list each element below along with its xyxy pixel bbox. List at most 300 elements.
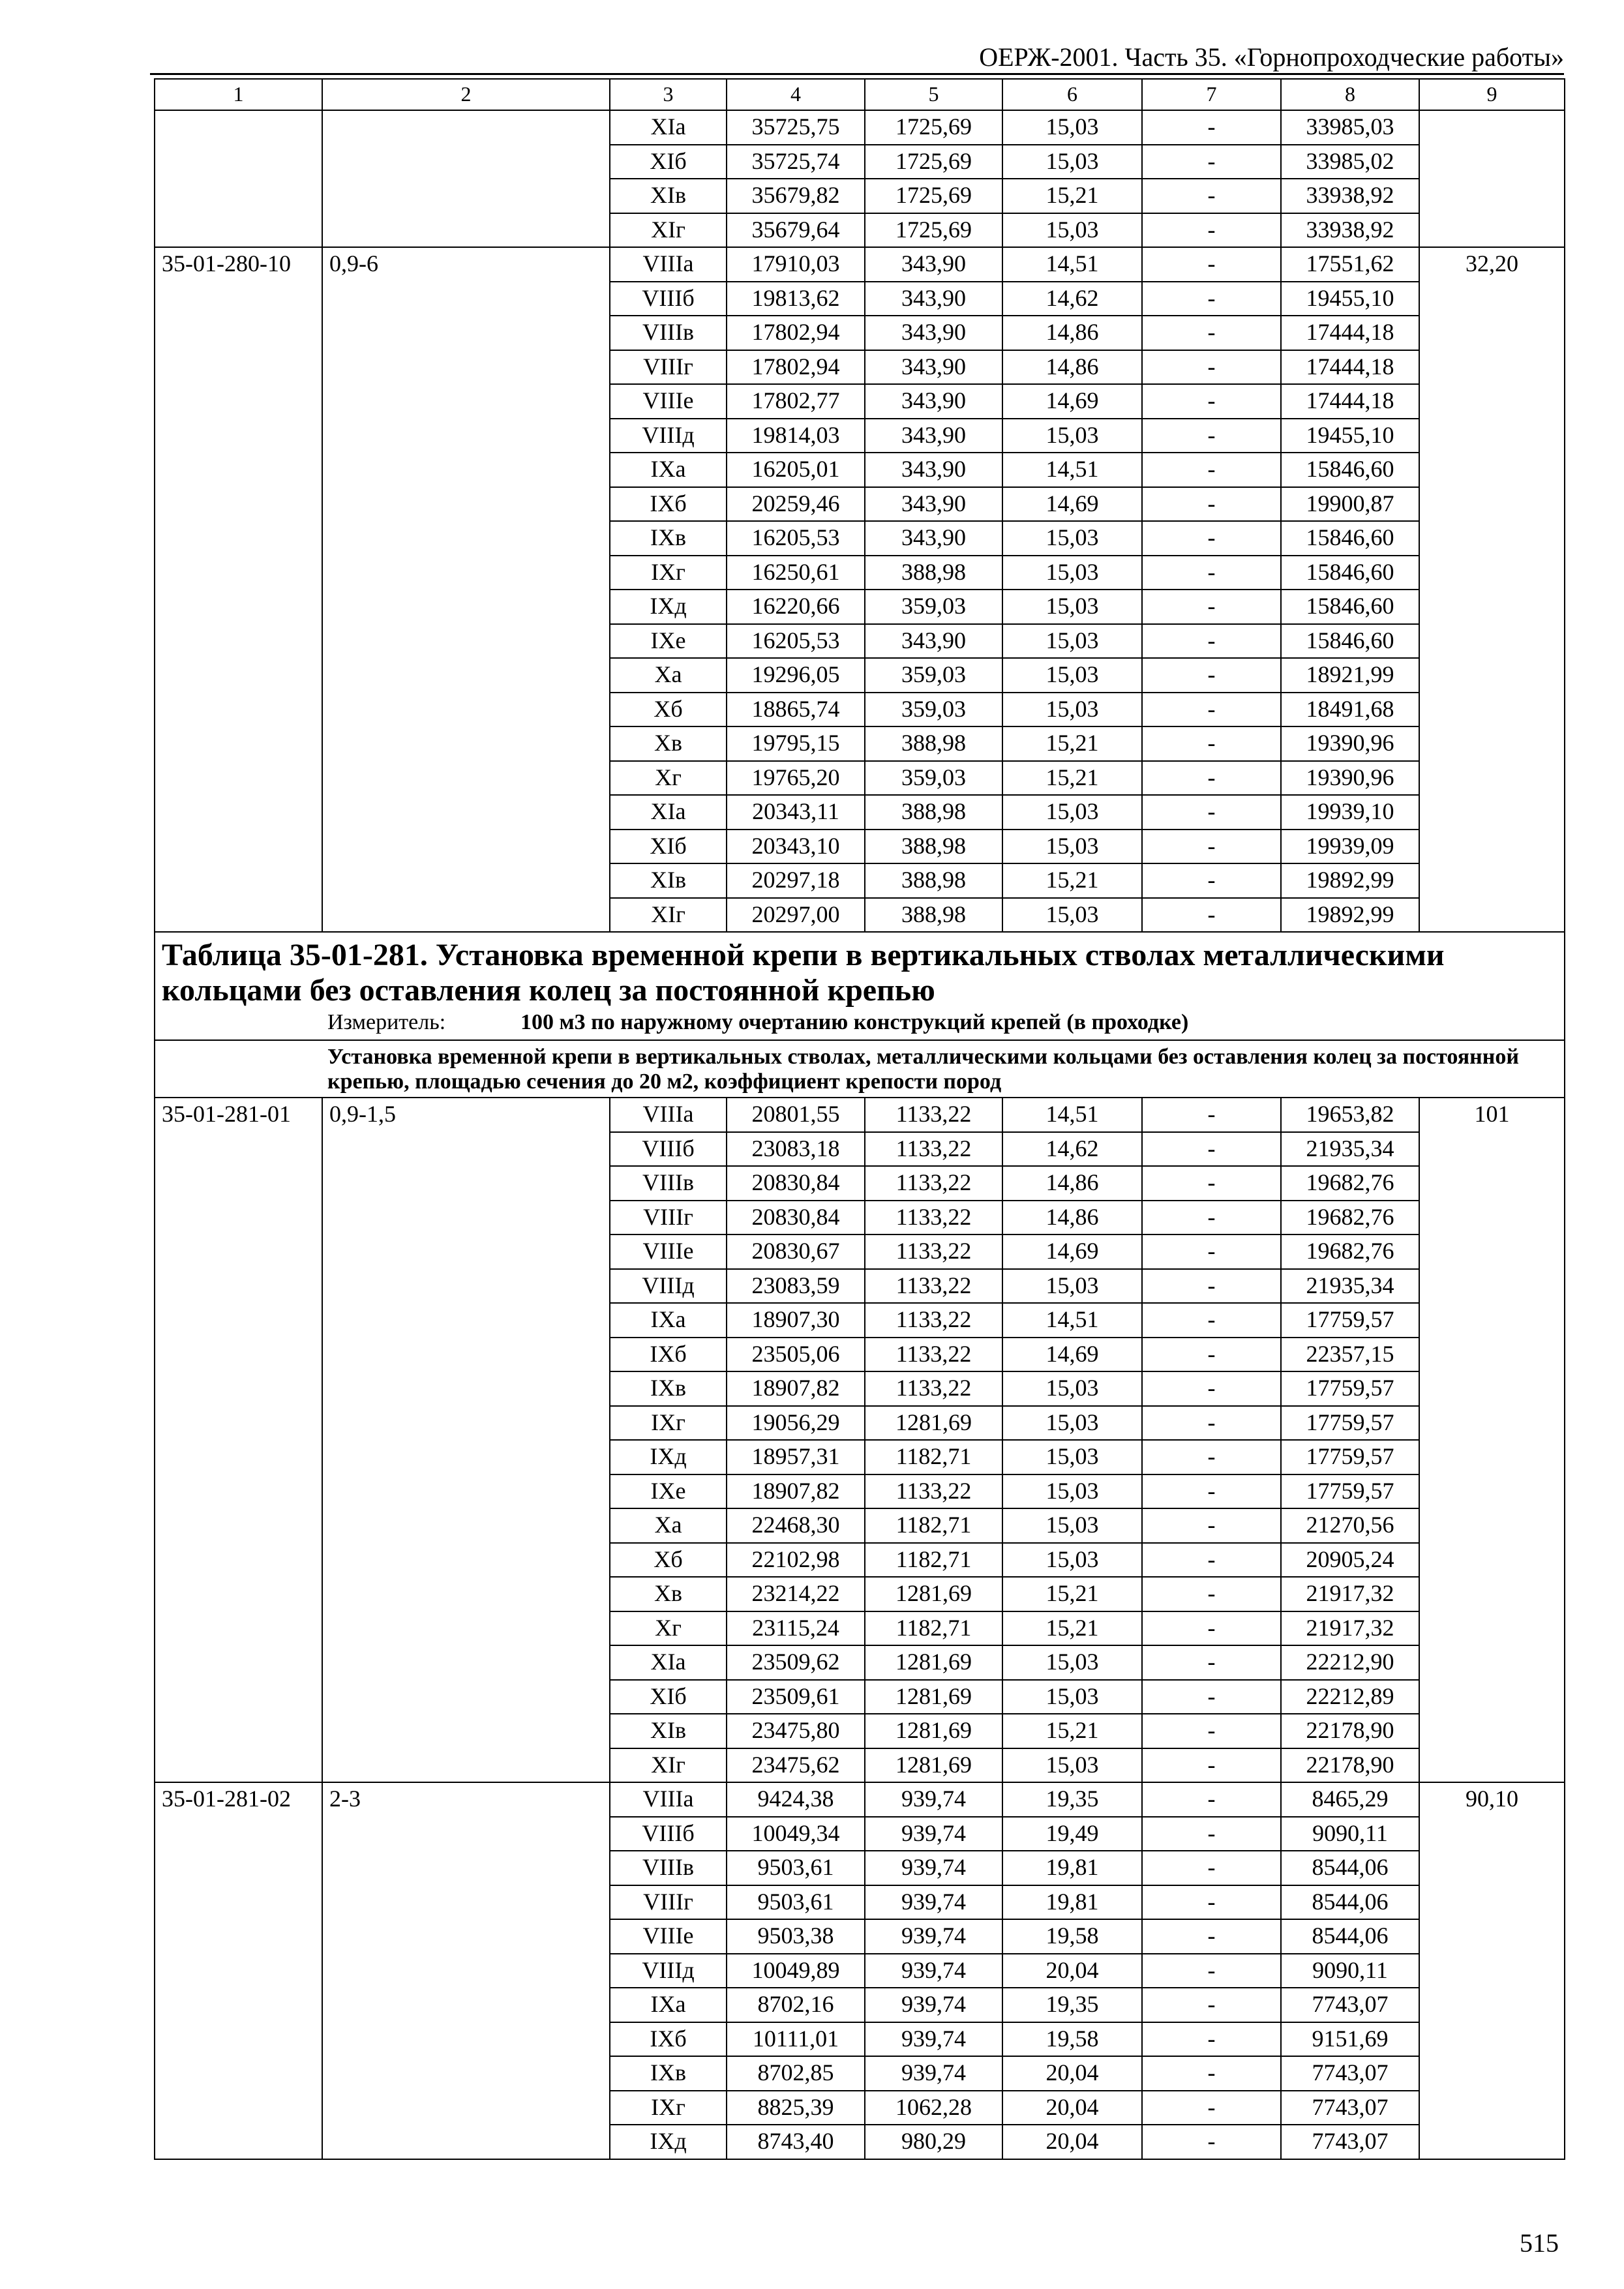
materials-cell: 19390,96 <box>1281 726 1419 761</box>
materials-cell: 17759,57 <box>1281 1371 1419 1406</box>
labor-cost-cell: 101 <box>1419 1098 1565 1782</box>
category-cell: VIIIв <box>610 316 727 350</box>
machine-cell: 14,51 <box>1002 1098 1142 1132</box>
wage-cell: 1725,69 <box>865 110 1002 145</box>
machine-cell: 19,81 <box>1002 1851 1142 1885</box>
category-cell: VIIIa <box>610 1782 727 1817</box>
rate-code-cell <box>155 110 322 247</box>
category-cell: IXд <box>610 1440 727 1474</box>
machine-cell: 15,03 <box>1002 1406 1142 1441</box>
direct-cost-cell: 19813,62 <box>727 282 865 316</box>
category-cell: IXв <box>610 2056 727 2091</box>
category-cell: VIIIa <box>610 247 727 282</box>
materials-cell: 18491,68 <box>1281 693 1419 727</box>
wage-cell: 939,74 <box>865 1988 1002 2022</box>
machine-cell: 15,03 <box>1002 213 1142 248</box>
driver-wage-cell: - <box>1142 145 1281 179</box>
machine-cell: 15,21 <box>1002 1714 1142 1748</box>
wage-cell: 1133,22 <box>865 1269 1002 1304</box>
direct-cost-cell: 8702,16 <box>727 1988 865 2022</box>
wage-cell: 359,03 <box>865 693 1002 727</box>
machine-cell: 15,03 <box>1002 556 1142 590</box>
category-cell: IXa <box>610 1303 727 1338</box>
direct-cost-cell: 19795,15 <box>727 726 865 761</box>
wage-cell: 939,74 <box>865 1919 1002 1954</box>
labor-cost-cell <box>1419 110 1565 247</box>
rate-code-cell: 35-01-280-10 <box>155 247 322 932</box>
driver-wage-cell: - <box>1142 2056 1281 2091</box>
direct-cost-cell: 20297,00 <box>727 898 865 933</box>
driver-wage-cell: - <box>1142 1406 1281 1441</box>
machine-cell: 14,51 <box>1002 453 1142 487</box>
category-cell: XIб <box>610 1680 727 1714</box>
driver-wage-cell: - <box>1142 830 1281 864</box>
category-cell: IXг <box>610 556 727 590</box>
direct-cost-cell: 8743,40 <box>727 2125 865 2159</box>
driver-wage-cell: - <box>1142 384 1281 419</box>
driver-wage-cell: - <box>1142 1234 1281 1269</box>
wage-cell: 1133,22 <box>865 1201 1002 1235</box>
materials-cell: 21917,32 <box>1281 1577 1419 1611</box>
category-cell: VIIIб <box>610 1132 727 1167</box>
machine-cell: 15,21 <box>1002 863 1142 898</box>
driver-wage-cell: - <box>1142 761 1281 796</box>
direct-cost-cell: 17910,03 <box>727 247 865 282</box>
table-row <box>155 1782 1565 1817</box>
machine-cell: 19,58 <box>1002 2022 1142 2057</box>
machine-cell: 14,69 <box>1002 1234 1142 1269</box>
column-number: 2 <box>322 79 610 110</box>
wage-cell: 343,90 <box>865 247 1002 282</box>
column-number: 7 <box>1142 79 1281 110</box>
wage-cell: 343,90 <box>865 453 1002 487</box>
driver-wage-cell: - <box>1142 556 1281 590</box>
driver-wage-cell: - <box>1142 1954 1281 1988</box>
wage-cell: 1281,69 <box>865 1680 1002 1714</box>
direct-cost-cell: 17802,77 <box>727 384 865 419</box>
driver-wage-cell: - <box>1142 1440 1281 1474</box>
column-number: 3 <box>610 79 727 110</box>
wage-cell: 388,98 <box>865 726 1002 761</box>
materials-cell: 21935,34 <box>1281 1132 1419 1167</box>
wage-cell: 1182,71 <box>865 1611 1002 1646</box>
wage-cell: 359,03 <box>865 590 1002 624</box>
table-title: Таблица 35-01-281. Установка временной крепи в вертикальных стволах металлическими кольцами без оставления колец за постоянной крепью <box>162 938 1445 1008</box>
category-cell: VIIIг <box>610 1201 727 1235</box>
driver-wage-cell: - <box>1142 624 1281 659</box>
wage-cell: 1133,22 <box>865 1338 1002 1372</box>
machine-cell: 15,03 <box>1002 521 1142 556</box>
machine-cell: 19,35 <box>1002 1782 1142 1817</box>
materials-cell: 21935,34 <box>1281 1269 1419 1304</box>
machine-cell: 14,86 <box>1002 316 1142 350</box>
direct-cost-cell: 16205,01 <box>727 453 865 487</box>
direct-cost-cell: 23505,06 <box>727 1338 865 1372</box>
materials-cell: 7743,07 <box>1281 1988 1419 2022</box>
wage-cell: 1725,69 <box>865 179 1002 213</box>
machine-cell: 15,21 <box>1002 726 1142 761</box>
machine-cell: 15,03 <box>1002 1748 1142 1783</box>
wage-cell: 1281,69 <box>865 1577 1002 1611</box>
materials-cell: 18921,99 <box>1281 658 1419 693</box>
machine-cell: 15,03 <box>1002 795 1142 830</box>
direct-cost-cell: 19765,20 <box>727 761 865 796</box>
machine-cell: 15,03 <box>1002 693 1142 727</box>
materials-cell: 8544,06 <box>1281 1851 1419 1885</box>
category-cell: Xв <box>610 726 727 761</box>
wage-cell: 1133,22 <box>865 1371 1002 1406</box>
direct-cost-cell: 9503,61 <box>727 1885 865 1920</box>
materials-cell: 17551,62 <box>1281 247 1419 282</box>
wage-cell: 1133,22 <box>865 1234 1002 1269</box>
materials-cell: 19682,76 <box>1281 1234 1419 1269</box>
driver-wage-cell: - <box>1142 1166 1281 1201</box>
category-cell: VIIIд <box>610 419 727 453</box>
wage-cell: 1133,22 <box>865 1132 1002 1167</box>
section-cell: 2-3 <box>322 1782 610 2159</box>
driver-wage-cell: - <box>1142 1817 1281 1851</box>
category-cell: XIб <box>610 830 727 864</box>
machine-cell: 15,03 <box>1002 419 1142 453</box>
materials-cell: 17444,18 <box>1281 384 1419 419</box>
table-body-bottom <box>155 1098 1565 2159</box>
wage-cell: 388,98 <box>865 830 1002 864</box>
labor-cost-cell: 90,10 <box>1419 1782 1565 2159</box>
category-cell: IXе <box>610 1474 727 1509</box>
direct-cost-cell: 20830,84 <box>727 1201 865 1235</box>
driver-wage-cell: - <box>1142 1543 1281 1578</box>
category-cell: IXб <box>610 1338 727 1372</box>
direct-cost-cell: 19814,03 <box>727 419 865 453</box>
direct-cost-cell: 20830,67 <box>727 1234 865 1269</box>
materials-cell: 17759,57 <box>1281 1303 1419 1338</box>
category-cell: XIв <box>610 863 727 898</box>
driver-wage-cell: - <box>1142 1919 1281 1954</box>
driver-wage-cell: - <box>1142 693 1281 727</box>
direct-cost-cell: 23083,18 <box>727 1132 865 1167</box>
category-cell: XIв <box>610 1714 727 1748</box>
direct-cost-cell: 20830,84 <box>727 1166 865 1201</box>
materials-cell: 33938,92 <box>1281 213 1419 248</box>
direct-cost-cell: 23214,22 <box>727 1577 865 1611</box>
machine-cell: 15,21 <box>1002 761 1142 796</box>
wage-cell: 343,90 <box>865 624 1002 659</box>
driver-wage-cell: - <box>1142 1201 1281 1235</box>
materials-cell: 17759,57 <box>1281 1440 1419 1474</box>
machine-cell: 14,62 <box>1002 1132 1142 1167</box>
category-cell: VIIIб <box>610 1817 727 1851</box>
category-cell: XIг <box>610 898 727 933</box>
materials-cell: 19682,76 <box>1281 1166 1419 1201</box>
page-number: 515 <box>1520 2228 1559 2258</box>
wage-cell: 343,90 <box>865 419 1002 453</box>
wage-cell: 388,98 <box>865 863 1002 898</box>
direct-cost-cell: 16250,61 <box>727 556 865 590</box>
driver-wage-cell: - <box>1142 1885 1281 1920</box>
category-cell: Xг <box>610 1611 727 1646</box>
direct-cost-cell: 17802,94 <box>727 350 865 385</box>
direct-cost-cell: 23475,80 <box>727 1714 865 1748</box>
category-cell: XIв <box>610 179 727 213</box>
driver-wage-cell: - <box>1142 179 1281 213</box>
driver-wage-cell: - <box>1142 590 1281 624</box>
materials-cell: 17444,18 <box>1281 350 1419 385</box>
category-cell: VIIIб <box>610 282 727 316</box>
materials-cell: 19455,10 <box>1281 419 1419 453</box>
direct-cost-cell: 17802,94 <box>727 316 865 350</box>
materials-cell: 8544,06 <box>1281 1885 1419 1920</box>
column-number: 1 <box>155 79 322 110</box>
wage-cell: 343,90 <box>865 487 1002 522</box>
category-cell: VIIIе <box>610 1919 727 1954</box>
category-cell: Xб <box>610 693 727 727</box>
table-title-cell <box>155 932 1565 1040</box>
category-cell: IXa <box>610 1988 727 2022</box>
rates-table <box>154 78 1565 2160</box>
wage-cell: 388,98 <box>865 795 1002 830</box>
machine-cell: 15,03 <box>1002 830 1142 864</box>
machine-cell: 15,03 <box>1002 658 1142 693</box>
direct-cost-cell: 16220,66 <box>727 590 865 624</box>
machine-cell: 15,03 <box>1002 898 1142 933</box>
driver-wage-cell: - <box>1142 1680 1281 1714</box>
category-cell: IXб <box>610 487 727 522</box>
direct-cost-cell: 35725,74 <box>727 145 865 179</box>
column-number-row <box>155 79 1565 110</box>
machine-cell: 15,03 <box>1002 110 1142 145</box>
direct-cost-cell: 9503,61 <box>727 1851 865 1885</box>
materials-cell: 22357,15 <box>1281 1338 1419 1372</box>
category-cell: IXг <box>610 2091 727 2125</box>
direct-cost-cell: 9503,38 <box>727 1919 865 1954</box>
category-cell: Xa <box>610 1508 727 1543</box>
driver-wage-cell: - <box>1142 1098 1281 1132</box>
category-cell: IXб <box>610 2022 727 2057</box>
materials-cell: 19682,76 <box>1281 1201 1419 1235</box>
direct-cost-cell: 18957,31 <box>727 1440 865 1474</box>
driver-wage-cell: - <box>1142 2125 1281 2159</box>
machine-cell: 15,21 <box>1002 179 1142 213</box>
machine-cell: 20,04 <box>1002 2056 1142 2091</box>
column-number: 8 <box>1281 79 1419 110</box>
driver-wage-cell: - <box>1142 1338 1281 1372</box>
direct-cost-cell: 8702,85 <box>727 2056 865 2091</box>
driver-wage-cell: - <box>1142 1508 1281 1543</box>
category-cell: Xб <box>610 1543 727 1578</box>
machine-cell: 14,69 <box>1002 1338 1142 1372</box>
materials-cell: 9151,69 <box>1281 2022 1419 2057</box>
materials-cell: 9090,11 <box>1281 1817 1419 1851</box>
direct-cost-cell: 18907,82 <box>727 1474 865 1509</box>
materials-cell: 15846,60 <box>1281 624 1419 659</box>
driver-wage-cell: - <box>1142 1269 1281 1304</box>
driver-wage-cell: - <box>1142 1474 1281 1509</box>
wage-cell: 388,98 <box>865 898 1002 933</box>
driver-wage-cell: - <box>1142 247 1281 282</box>
machine-cell: 15,21 <box>1002 1611 1142 1646</box>
machine-cell: 15,03 <box>1002 1371 1142 1406</box>
driver-wage-cell: - <box>1142 453 1281 487</box>
machine-cell: 19,58 <box>1002 1919 1142 1954</box>
wage-cell: 388,98 <box>865 556 1002 590</box>
machine-cell: 15,03 <box>1002 145 1142 179</box>
wage-cell: 1182,71 <box>865 1440 1002 1474</box>
materials-cell: 33985,02 <box>1281 145 1419 179</box>
column-number: 4 <box>727 79 865 110</box>
machine-cell: 15,03 <box>1002 590 1142 624</box>
direct-cost-cell: 10049,89 <box>727 1954 865 1988</box>
wage-cell: 1281,69 <box>865 1714 1002 1748</box>
driver-wage-cell: - <box>1142 726 1281 761</box>
direct-cost-cell: 16205,53 <box>727 521 865 556</box>
direct-cost-cell: 23509,61 <box>727 1680 865 1714</box>
wage-cell: 359,03 <box>865 761 1002 796</box>
wage-cell: 343,90 <box>865 350 1002 385</box>
category-cell: IXд <box>610 590 727 624</box>
machine-cell: 15,03 <box>1002 1680 1142 1714</box>
materials-cell: 8465,29 <box>1281 1782 1419 1817</box>
table-281-heading <box>155 932 1565 1098</box>
materials-cell: 21270,56 <box>1281 1508 1419 1543</box>
driver-wage-cell: - <box>1142 1132 1281 1167</box>
header-rule <box>150 73 1564 75</box>
materials-cell: 8544,06 <box>1281 1919 1419 1954</box>
category-cell: VIIIв <box>610 1851 727 1885</box>
direct-cost-cell: 18907,82 <box>727 1371 865 1406</box>
materials-cell: 17759,57 <box>1281 1474 1419 1509</box>
driver-wage-cell: - <box>1142 863 1281 898</box>
wage-cell: 1281,69 <box>865 1645 1002 1680</box>
category-cell: VIIIд <box>610 1954 727 1988</box>
driver-wage-cell: - <box>1142 1782 1281 1817</box>
wage-cell: 939,74 <box>865 1817 1002 1851</box>
direct-cost-cell: 35679,64 <box>727 213 865 248</box>
direct-cost-cell: 20801,55 <box>727 1098 865 1132</box>
section-cell <box>322 110 610 247</box>
category-cell: XIa <box>610 110 727 145</box>
wage-cell: 1182,71 <box>865 1543 1002 1578</box>
wage-cell: 939,74 <box>865 2056 1002 2091</box>
machine-cell: 14,86 <box>1002 1201 1142 1235</box>
category-cell: VIIIг <box>610 1885 727 1920</box>
machine-cell: 14,86 <box>1002 1166 1142 1201</box>
materials-cell: 33938,92 <box>1281 179 1419 213</box>
materials-cell: 19390,96 <box>1281 761 1419 796</box>
table-row <box>155 1098 1565 1132</box>
wage-cell: 939,74 <box>865 2022 1002 2057</box>
machine-cell: 15,03 <box>1002 624 1142 659</box>
driver-wage-cell: - <box>1142 1714 1281 1748</box>
direct-cost-cell: 23083,59 <box>727 1269 865 1304</box>
materials-cell: 21917,32 <box>1281 1611 1419 1646</box>
wage-cell: 1133,22 <box>865 1098 1002 1132</box>
materials-cell: 20905,24 <box>1281 1543 1419 1578</box>
materials-cell: 19455,10 <box>1281 282 1419 316</box>
wage-cell: 1133,22 <box>865 1303 1002 1338</box>
table-description: Установка временной крепи в вертикальных стволах, металлическими кольцами без оставления колец за постоянной крепью, площадью сечения до 20 м2, коэффициент крепости пород <box>155 1040 1565 1098</box>
driver-wage-cell: - <box>1142 316 1281 350</box>
category-cell: VIIIе <box>610 1234 727 1269</box>
column-number: 5 <box>865 79 1002 110</box>
driver-wage-cell: - <box>1142 1988 1281 2022</box>
direct-cost-cell: 22468,30 <box>727 1508 865 1543</box>
materials-cell: 15846,60 <box>1281 590 1419 624</box>
driver-wage-cell: - <box>1142 213 1281 248</box>
machine-cell: 15,03 <box>1002 1543 1142 1578</box>
driver-wage-cell: - <box>1142 521 1281 556</box>
table-row <box>155 110 1565 145</box>
wage-cell: 939,74 <box>865 1851 1002 1885</box>
category-cell: XIб <box>610 145 727 179</box>
category-cell: VIIIa <box>610 1098 727 1132</box>
rate-code-cell: 35-01-281-01 <box>155 1098 322 1782</box>
driver-wage-cell: - <box>1142 350 1281 385</box>
wage-cell: 1725,69 <box>865 145 1002 179</box>
driver-wage-cell: - <box>1142 1851 1281 1885</box>
direct-cost-cell: 18865,74 <box>727 693 865 727</box>
wage-cell: 343,90 <box>865 384 1002 419</box>
machine-cell: 15,03 <box>1002 1269 1142 1304</box>
materials-cell: 19892,99 <box>1281 863 1419 898</box>
materials-cell: 7743,07 <box>1281 2125 1419 2159</box>
driver-wage-cell: - <box>1142 898 1281 933</box>
machine-cell: 15,03 <box>1002 1474 1142 1509</box>
category-cell: VIIIе <box>610 384 727 419</box>
machine-cell: 14,62 <box>1002 282 1142 316</box>
direct-cost-cell: 20259,46 <box>727 487 865 522</box>
direct-cost-cell: 16205,53 <box>727 624 865 659</box>
section-cell: 0,9-1,5 <box>322 1098 610 1782</box>
direct-cost-cell: 23115,24 <box>727 1611 865 1646</box>
driver-wage-cell: - <box>1142 1577 1281 1611</box>
category-cell: IXд <box>610 2125 727 2159</box>
table-body-top <box>155 79 1565 932</box>
direct-cost-cell: 8825,39 <box>727 2091 865 2125</box>
machine-cell: 14,51 <box>1002 247 1142 282</box>
column-number: 9 <box>1419 79 1565 110</box>
materials-cell: 7743,07 <box>1281 2056 1419 2091</box>
materials-cell: 19939,09 <box>1281 830 1419 864</box>
machine-cell: 20,04 <box>1002 2125 1142 2159</box>
wage-cell: 1133,22 <box>865 1166 1002 1201</box>
materials-cell: 15846,60 <box>1281 521 1419 556</box>
materials-cell: 7743,07 <box>1281 2091 1419 2125</box>
machine-cell: 14,86 <box>1002 350 1142 385</box>
driver-wage-cell: - <box>1142 2091 1281 2125</box>
direct-cost-cell: 23509,62 <box>727 1645 865 1680</box>
materials-cell: 22178,90 <box>1281 1748 1419 1783</box>
category-cell: Xв <box>610 1577 727 1611</box>
driver-wage-cell: - <box>1142 658 1281 693</box>
direct-cost-cell: 10049,34 <box>727 1817 865 1851</box>
materials-cell: 17444,18 <box>1281 316 1419 350</box>
category-cell: IXг <box>610 1406 727 1441</box>
direct-cost-cell: 35725,75 <box>727 110 865 145</box>
direct-cost-cell: 9424,38 <box>727 1782 865 1817</box>
labor-cost-cell: 32,20 <box>1419 247 1565 932</box>
measure-line <box>327 1008 1557 1037</box>
materials-cell: 22212,90 <box>1281 1645 1419 1680</box>
materials-cell: 19653,82 <box>1281 1098 1419 1132</box>
machine-cell: 15,03 <box>1002 1440 1142 1474</box>
wage-cell: 1725,69 <box>865 213 1002 248</box>
driver-wage-cell: - <box>1142 795 1281 830</box>
machine-cell: 14,69 <box>1002 487 1142 522</box>
table-title-row <box>155 932 1565 1040</box>
materials-cell: 15846,60 <box>1281 556 1419 590</box>
category-cell: IXв <box>610 1371 727 1406</box>
wage-cell: 343,90 <box>865 316 1002 350</box>
